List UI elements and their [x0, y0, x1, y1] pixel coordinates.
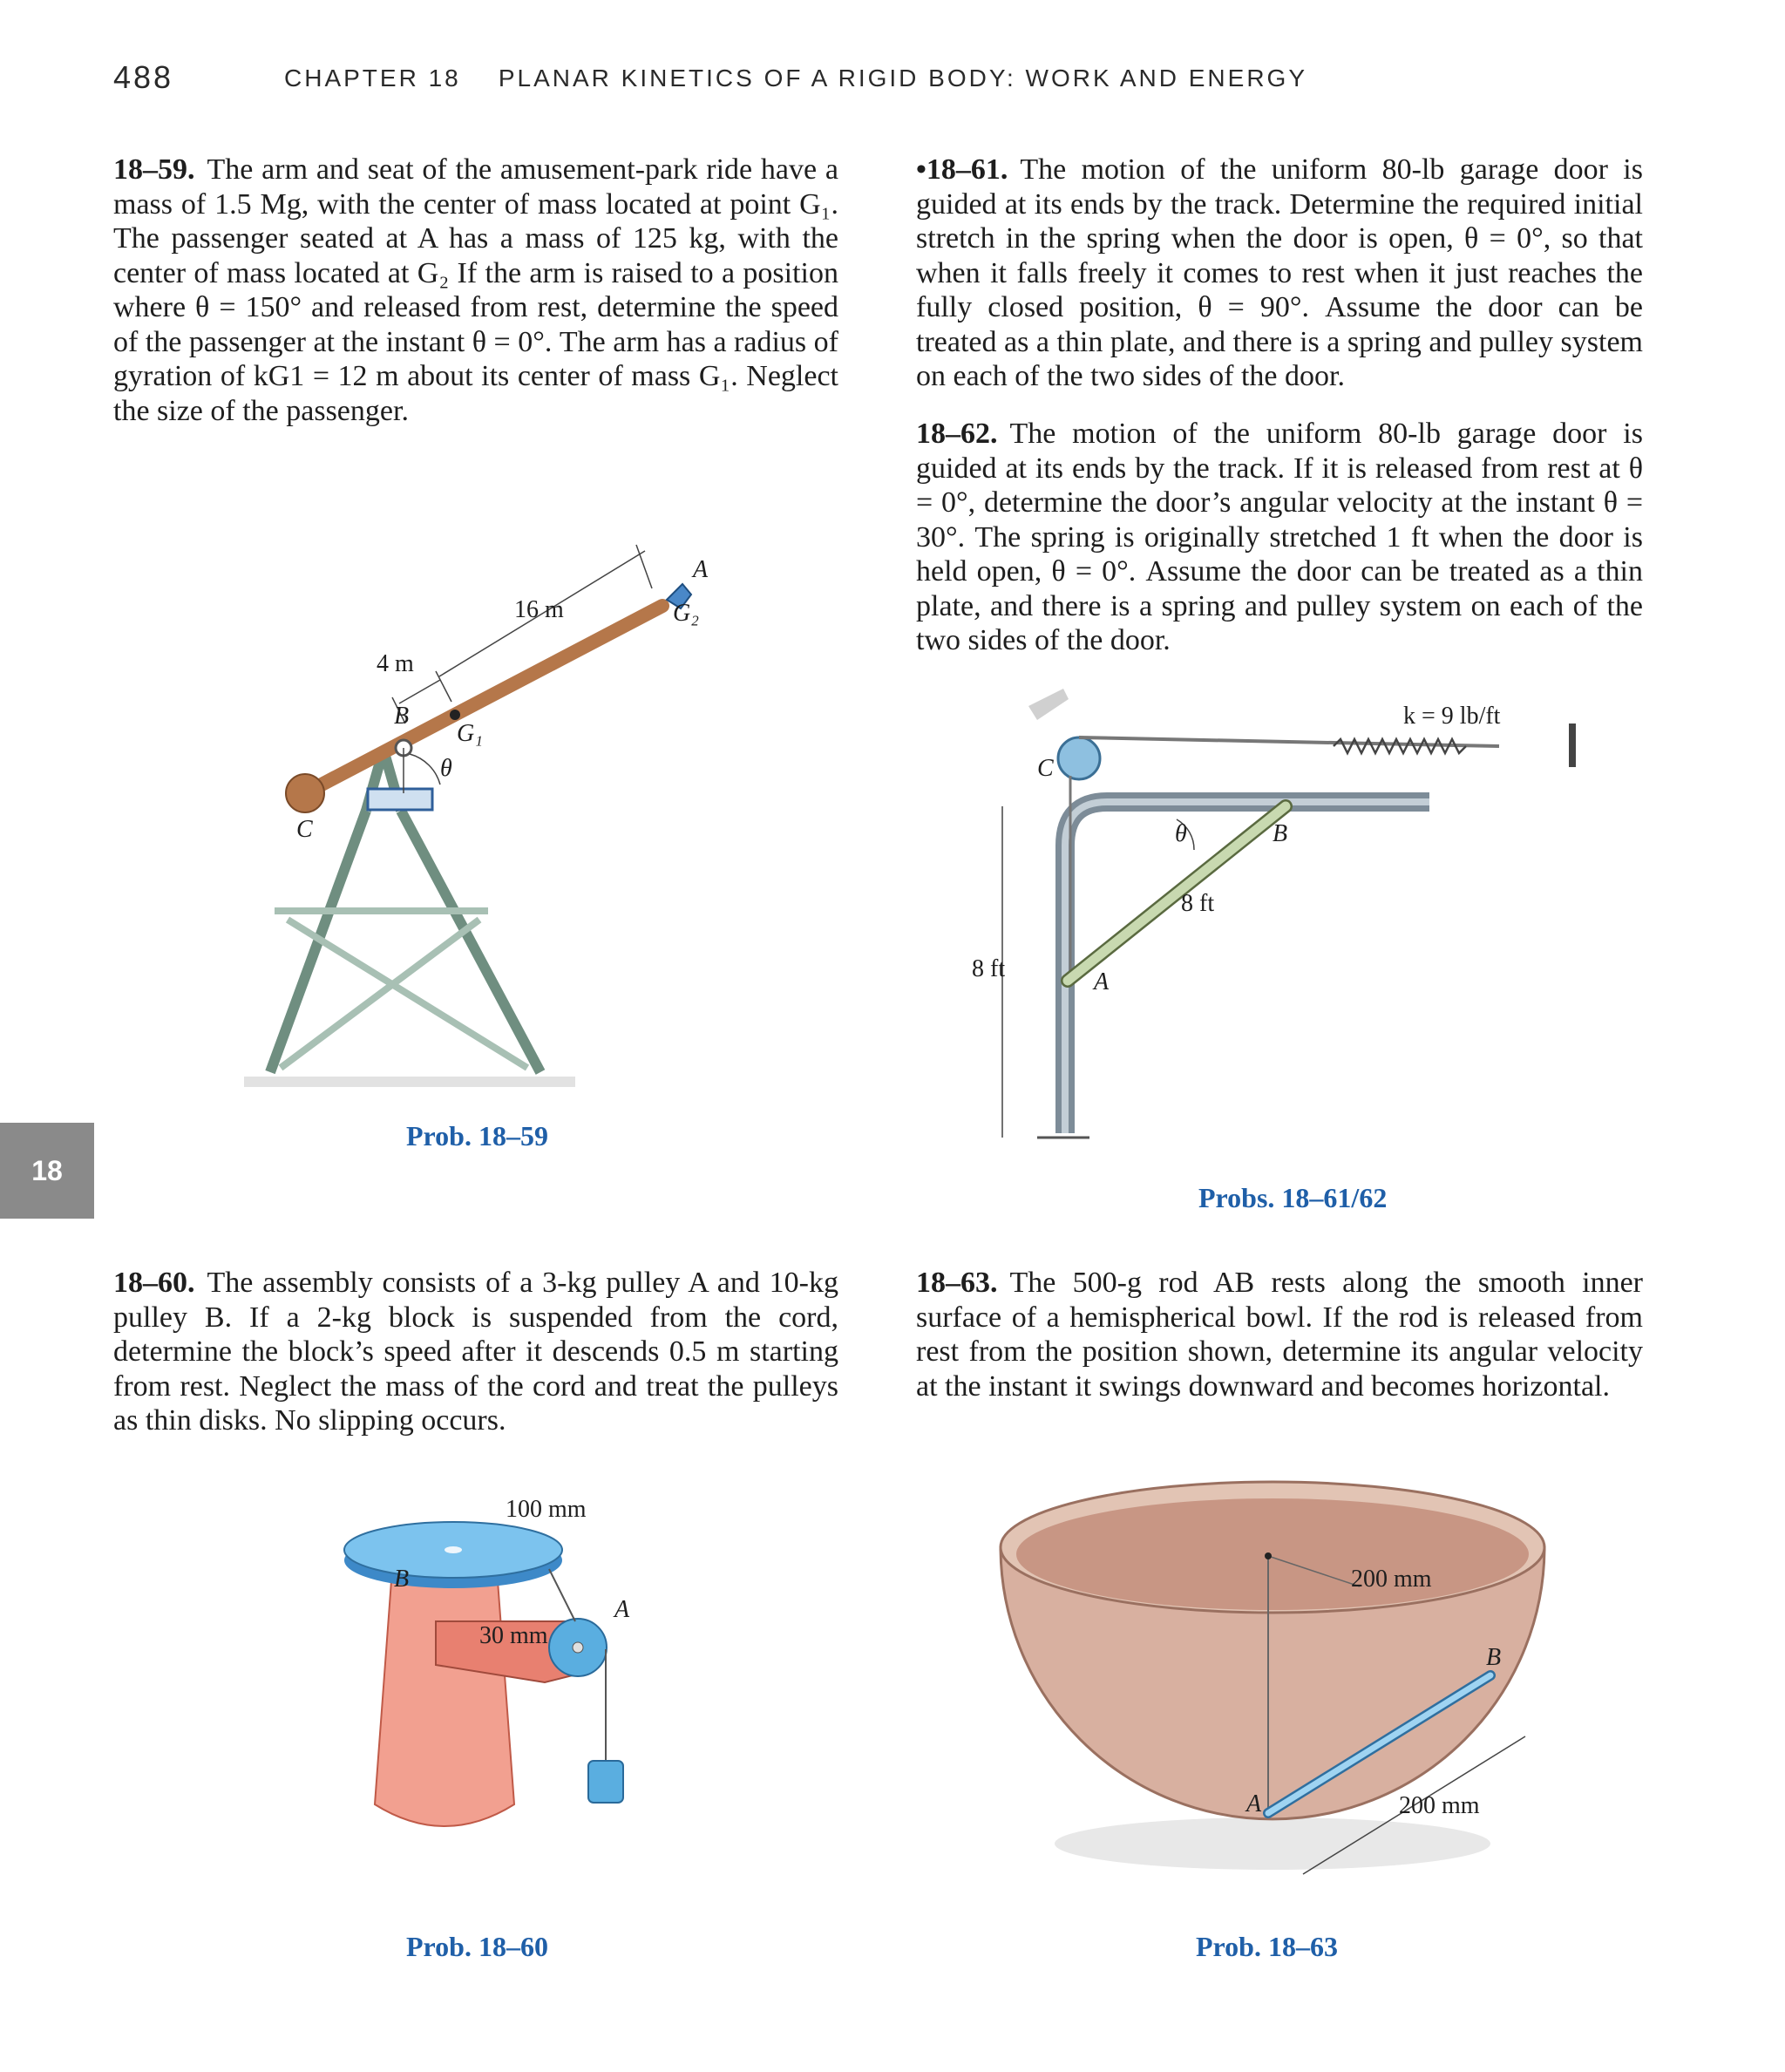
- track-highlight: [1065, 802, 1429, 1133]
- dim-radius-label: 200 mm: [1351, 1566, 1432, 1593]
- ground: [244, 1077, 575, 1087]
- bowl-center: [1265, 1552, 1272, 1559]
- spring-anchor: [1569, 724, 1576, 767]
- wall-support: [1028, 689, 1069, 720]
- problem-number: 18–62.: [916, 418, 998, 450]
- label-a: A: [614, 1596, 630, 1623]
- label-theta: θ: [1175, 820, 1187, 847]
- base-cone: [375, 1569, 514, 1826]
- figure-hemispherical-bowl: [994, 1478, 1551, 1887]
- dim-30mm-label: 30 mm: [479, 1622, 548, 1649]
- label-b: B: [394, 1566, 410, 1593]
- problem-number: 18–59.: [113, 153, 195, 186]
- problem-18-61: [916, 153, 1643, 394]
- figure-garage-door: [972, 689, 1621, 1151]
- label-c: C: [1037, 755, 1054, 782]
- cord: [549, 1569, 575, 1621]
- problem-number: •18–61.: [916, 153, 1008, 186]
- problem-text: The motion of the uniform 80-lb garage door is guided at its ends by the track. Determine the required initial stretch in the spring when the door is open, θ = 0°, so that when it falls freely it comes to rest when it just reaches the fully closed position, θ = 90°. Assume the door can be treated as a thin plate, and there is a spring and pulley system on each of the two sides of the door.: [916, 153, 1643, 392]
- dim-door-length: 8 ft: [1181, 890, 1215, 917]
- chapter-side-tab: 18: [0, 1123, 94, 1219]
- label-g1: G₁: [457, 720, 483, 747]
- label-spring-k: k = 9 lb/ft: [1403, 703, 1501, 730]
- bowl-shadow: [1055, 1817, 1490, 1870]
- center-of-mass-g1: [450, 710, 460, 720]
- caption-18-60: Prob. 18–60: [406, 1931, 548, 1962]
- figure-pulley-assembly: [340, 1496, 636, 1865]
- ride-arm: [305, 606, 662, 793]
- caption-18-63: Prob. 18–63: [1196, 1931, 1338, 1962]
- label-b: B: [1486, 1644, 1502, 1671]
- figure-amusement-ride: [227, 523, 872, 1116]
- chapter-title: CHAPTER 18 PLANAR KINETICS OF A RIGID BODY: WORK AND ENERGY: [284, 65, 1307, 92]
- tower-platform: [368, 789, 432, 810]
- dim-4m-label: 4 m: [377, 650, 414, 677]
- label-a: A: [693, 556, 709, 583]
- bowl-inner: [1016, 1498, 1529, 1610]
- label-g2: G₂: [673, 600, 699, 627]
- pulley: [1058, 737, 1100, 779]
- counterweight: [286, 774, 324, 812]
- label-b: B: [1273, 820, 1288, 847]
- problem-text: The arm and seat of the amusement-park ride have a mass of 1.5 Mg, with the center of mass located at point G₁. The passenger seated at A has a mass of 125 kg, with the center of mass located at G₂ If the arm is raised to a position where θ = 150° and released from rest, determine the speed of the passenger at the instant θ = 0°. The arm has a radius of gyration of kG1 = 12 m about its center of mass G₁. Neglect the size of the passenger.: [113, 153, 838, 427]
- dimension-lines: [392, 545, 652, 793]
- block: [588, 1761, 623, 1803]
- problem-number: 18–63.: [916, 1267, 998, 1299]
- pulley-b-hub: [445, 1546, 462, 1553]
- caption-18-61-62: Probs. 18–61/62: [1198, 1182, 1388, 1213]
- label-a: A: [1094, 968, 1110, 995]
- label-a: A: [1246, 1790, 1262, 1817]
- problem-text: The 500-g rod AB rests along the smooth inner surface of a hemispherical bowl. If the rod is released from rest from the position shown, determine its angular velocity at the instant it swings downward and becomes horizontal.: [916, 1267, 1643, 1403]
- problem-18-62: [916, 417, 1643, 658]
- label-theta: θ: [440, 755, 452, 782]
- problem-18-59: [113, 153, 838, 428]
- problem-text: The assembly consists of a 3-kg pulley A and 10-kg pulley B. If a 2-kg block is suspended from the cord, determine the block’s speed after it descends 0.5 m starting from rest. Neglect the mass of the cord and treat the pulleys as thin disks. No slipping occurs.: [113, 1267, 838, 1437]
- problem-text: The motion of the uniform 80-lb garage door is guided at its ends by the track. If it is released from rest at θ = 0°, determine the door’s angular velocity at the instant θ = 30°. The spring is originally stretched 1 ft when the door is held open, θ = 0°. Assume the door can be treated as a thin plate, and there is a spring and pulley system on each of the two sides of the door.: [916, 418, 1643, 656]
- dim-100mm-label: 100 mm: [506, 1496, 587, 1523]
- dim-door-height: 8 ft: [972, 955, 1006, 982]
- track: [1065, 802, 1429, 1133]
- tower-braces: [275, 911, 527, 1068]
- caption-18-59: Prob. 18–59: [406, 1120, 548, 1151]
- label-b: B: [394, 703, 410, 730]
- problem-18-60: [113, 1266, 838, 1438]
- label-c: C: [296, 816, 313, 843]
- problem-18-63: [916, 1266, 1643, 1403]
- problem-number: 18–60.: [113, 1267, 195, 1299]
- pulley-a-hub: [573, 1642, 583, 1653]
- dim-rod-label: 200 mm: [1399, 1792, 1480, 1819]
- page-number: 488: [113, 59, 174, 95]
- dim-16m-label: 16 m: [514, 596, 564, 623]
